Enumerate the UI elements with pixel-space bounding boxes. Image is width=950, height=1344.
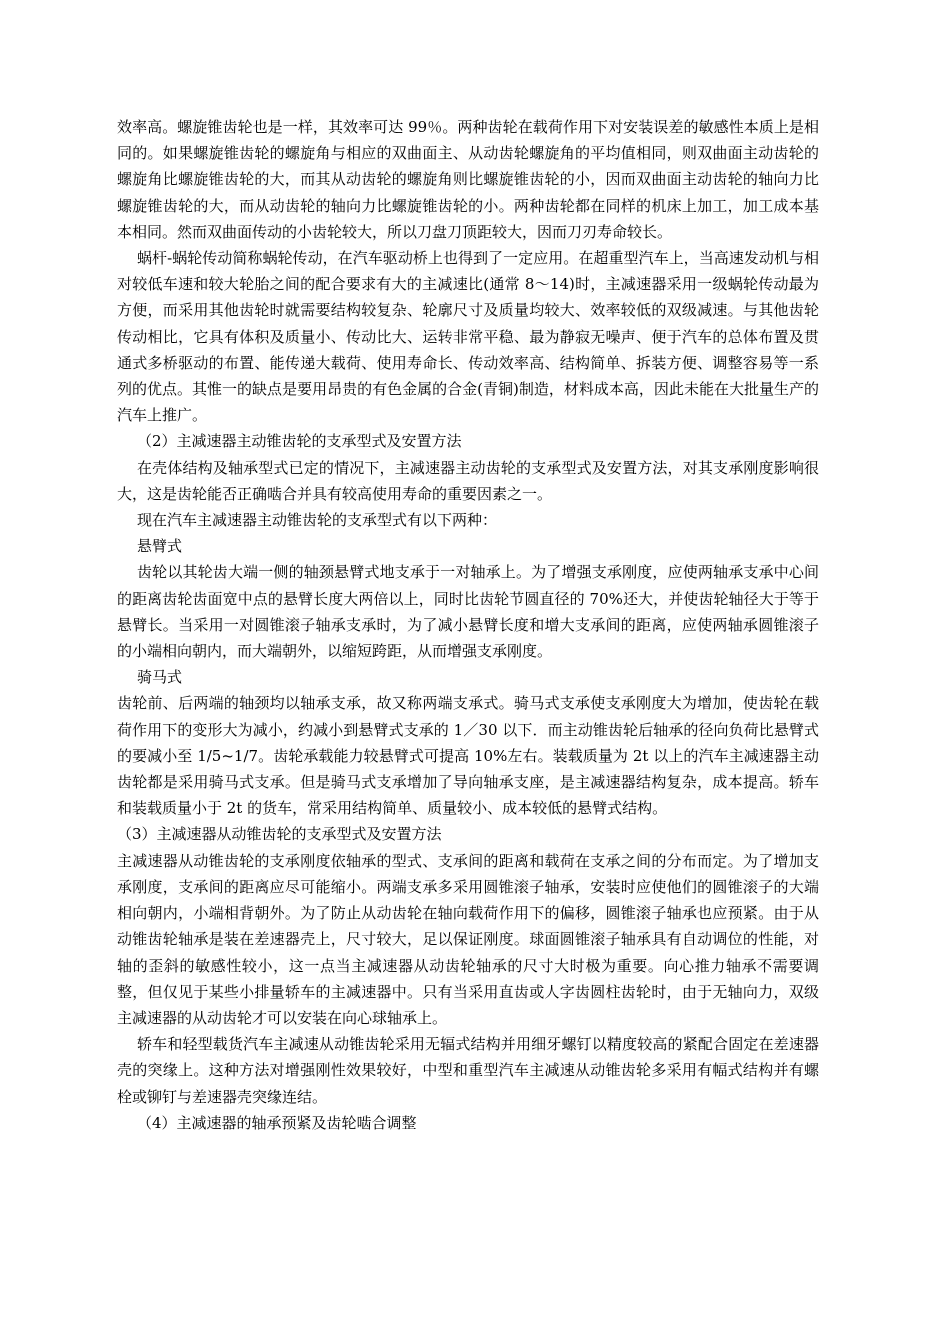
paragraph-driven-gear-mounting: 轿车和轻型载货汽车主减速从动锥齿轮采用无辐式结构并用细牙螺钉以精度较高的紧配合固定在差速器壳的突缘上。这种方法对增强刚性效果较好，中型和重型汽车主减速从动锥齿轮多采用有幅式结构并有螺栓或铆钉与差速器壳突缘连结。: [117, 1035, 819, 1106]
paragraph-support-types: 现在汽车主减速器主动锥齿轮的支承型式有以下两种：: [137, 511, 498, 530]
document-body: [117, 114, 819, 1136]
subheading-straddle: 骑马式: [137, 668, 183, 687]
heading-bearing-preload: （4）主减速器的轴承预紧及齿轮啮合调整: [137, 1113, 417, 1132]
paragraph-worm-gear: 蜗杆-蜗轮传动简称蜗轮传动，在汽车驱动桥上也得到了一定应用。在超重型汽车上，当高速发动机与相对较低车速和较大轮胎之间的配合要求有大的主减速比(通常 8～14)时，主减速器采用一级蜗轮传动最为方便，而采用其他齿轮时就需要结构较复杂、轮廓尺寸及质量均较大、效率较低的双级减速。与其他齿轮传动相比，它具有体积及质量小、传动比大、运转非常平稳、最为静寂无噪声、便于汽车的总体布置及贯通式多桥驱动的布置、能传递大载荷、使用寿命长、传动效率高、结构简单、拆装方便、调整容易等一系列的优点。其惟一的缺点是要用昂贵的有色金属的合金(青铜)制造，材料成本高，因此未能在大批量生产的汽车上推广。: [117, 249, 819, 425]
paragraph-support-stiffness: 在壳体结构及轴承型式已定的情况下，主减速器主动齿轮的支承型式及安置方法，对其支承刚度影响很大，这是齿轮能否正确啮合并具有较高使用寿命的重要因素之一。: [117, 458, 819, 503]
subheading-cantilever: 悬臂式: [137, 537, 183, 556]
heading-driven-gear-support: （3）主减速器从动锥齿轮的支承型式及安置方法: [117, 825, 442, 844]
heading-driving-gear-support: （2）主减速器主动锥齿轮的支承型式及安置方法: [137, 432, 462, 451]
paragraph-straddle: 齿轮前、后两端的轴颈均以轴承支承，故又称两端支承式。骑马式支承使支承刚度大为增加，使齿轮在载荷作用下的变形大为减小，约减小到悬臂式支承的 1／30 以下．而主动锥齿轮后轴承的径向负荷比悬臂式的要减小至 1/5~1/7。齿轮承载能力较悬臂式可提高 10%左右。装载质量为 2t 以上的汽车主减速器主动齿轮都是采用骑马式支承。但是骑马式支承增加了导向轴承支座，是主减速器结构复杂，成本提高。轿车和装载质量小于 2t 的货车，常采用结构简单、质量较小、成本较低的悬臂式结构。: [117, 694, 819, 818]
paragraph-cantilever: 齿轮以其轮齿大端一侧的轴颈悬臂式地支承于一对轴承上。为了增强支承刚度，应使两轴承支承中心间的距离齿轮齿面宽中点的悬臂长度大两倍以上，同时比齿轮节圆直径的 70%还大，并使齿轮轴径大于等于悬臂长。当采用一对圆锥滚子轴承支承时，为了减小悬臂长度和增大支承间的距离，应使两轴承圆锥滚子的小端相向朝内，而大端朝外，以缩短跨距，从而增强支承刚度。: [117, 563, 819, 661]
paragraph-driven-gear-stiffness: 主减速器从动锥齿轮的支承刚度依轴承的型式、支承间的距离和载荷在支承之间的分布而定。为了增加支承刚度，支承间的距离应尽可能缩小。两端支承多采用圆锥滚子轴承，安装时应使他们的圆锥滚子的大端相向朝内，小端相背朝外。为了防止从动齿轮在轴向载荷作用下的偏移，圆锥滚子轴承也应预紧。由于从动锥齿轮轴承是装在差速器壳上，尺寸较大，足以保证刚度。球面圆锥滚子轴承具有自动调位的性能，对轴的歪斜的敏感性较小，这一点当主减速器从动齿轮轴承的尺寸大时极为重要。向心推力轴承不需要调整，但仅见于某些小排量轿车的主减速器中。只有当采用直齿或人字齿圆柱齿轮时，由于无轴向力，双级主减速器的从动齿轮才可以安装在向心球轴承上。: [117, 851, 819, 1027]
paragraph-efficiency: 效率高。螺旋锥齿轮也是一样，其效率可达 99％。两种齿轮在载荷作用下对安装误差的敏感性本质上是相同的。如果螺旋锥齿轮的螺旋角与相应的双曲面主、从动齿轮螺旋角的平均值相同，则双曲面主动齿轮的螺旋角比螺旋锥齿轮的大，而其从动齿轮的螺旋角则比螺旋锥齿轮的小，因而双曲面主动齿轮的轴向力比螺旋锥齿轮的大，而从动齿轮的轴向力比螺旋锥齿轮的小。两种齿轮都在同样的机床上加工，加工成本基本相同。然而双曲面传动的小齿轮较大，所以刀盘刀顶距较大，因而刀刃寿命较长。: [117, 118, 819, 241]
